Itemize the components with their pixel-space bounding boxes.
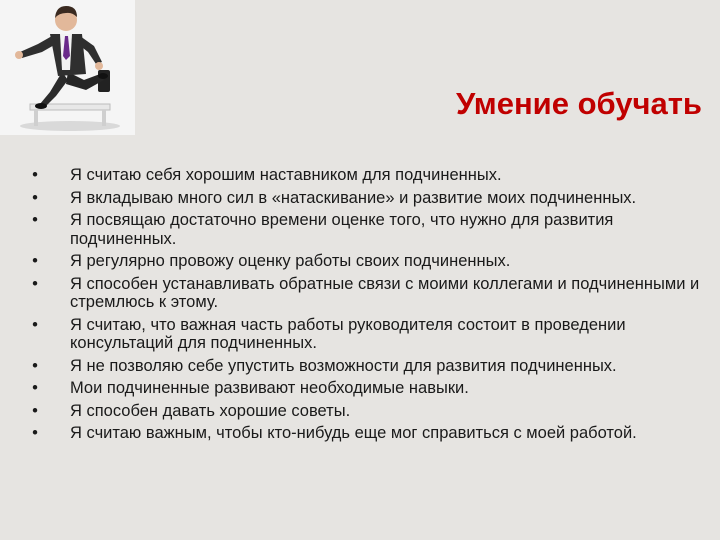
- list-item: [28, 424, 700, 443]
- bullet-list: [28, 166, 700, 447]
- bullet-icon: •: [32, 274, 38, 293]
- bullet-icon: •: [32, 315, 38, 334]
- bullet-icon: •: [32, 166, 38, 184]
- businessman-hurdle-illustration: [0, 0, 135, 135]
- bullet-icon: •: [32, 188, 38, 207]
- list-item-text: Я вкладываю много сил в «натаскивание» и развитие моих подчиненных.: [70, 188, 637, 207]
- list-item: [28, 211, 700, 248]
- bullet-icon: •: [32, 379, 38, 397]
- slide-title: Умение обучать: [456, 86, 702, 121]
- list-item-text: Я считаю себя хорошим наставником для подчиненных.: [70, 166, 502, 184]
- list-item: [28, 166, 700, 185]
- list-item: [28, 357, 700, 376]
- bullet-icon: •: [32, 211, 38, 229]
- businessman-hurdle-image: [0, 0, 135, 135]
- bullet-icon: •: [32, 401, 38, 420]
- list-item-text: Я считаю важным, чтобы кто-нибудь еще мог справиться с моей работой.: [70, 424, 637, 442]
- list-item: [28, 189, 700, 208]
- list-item: [28, 379, 700, 398]
- bullet-icon: •: [32, 424, 38, 442]
- list-item-text: Я способен устанавливать обратные связи с моими коллегами и подчиненными и стремлюсь к этому.: [70, 274, 700, 311]
- list-item: [28, 316, 700, 353]
- bullet-icon: •: [32, 356, 38, 375]
- list-item: [28, 402, 700, 421]
- list-item-text: Я считаю, что важная часть работы руководителя состоит в проведении консультаций для подчиненных.: [70, 315, 626, 352]
- list-item-text: Я посвящаю достаточно времени оценке того, что нужно для развития подчиненных.: [70, 211, 614, 248]
- list-item: [28, 252, 700, 271]
- list-item-text: Мои подчиненные развивают необходимые навыки.: [70, 379, 469, 397]
- list-item: [28, 275, 700, 312]
- bullet-icon: •: [32, 252, 38, 270]
- list-item-text: Я не позволяю себе упустить возможности для развития подчиненных.: [70, 356, 617, 375]
- list-item-text: Я способен давать хорошие советы.: [70, 401, 351, 420]
- list-item-text: Я регулярно провожу оценку работы своих подчиненных.: [70, 252, 511, 270]
